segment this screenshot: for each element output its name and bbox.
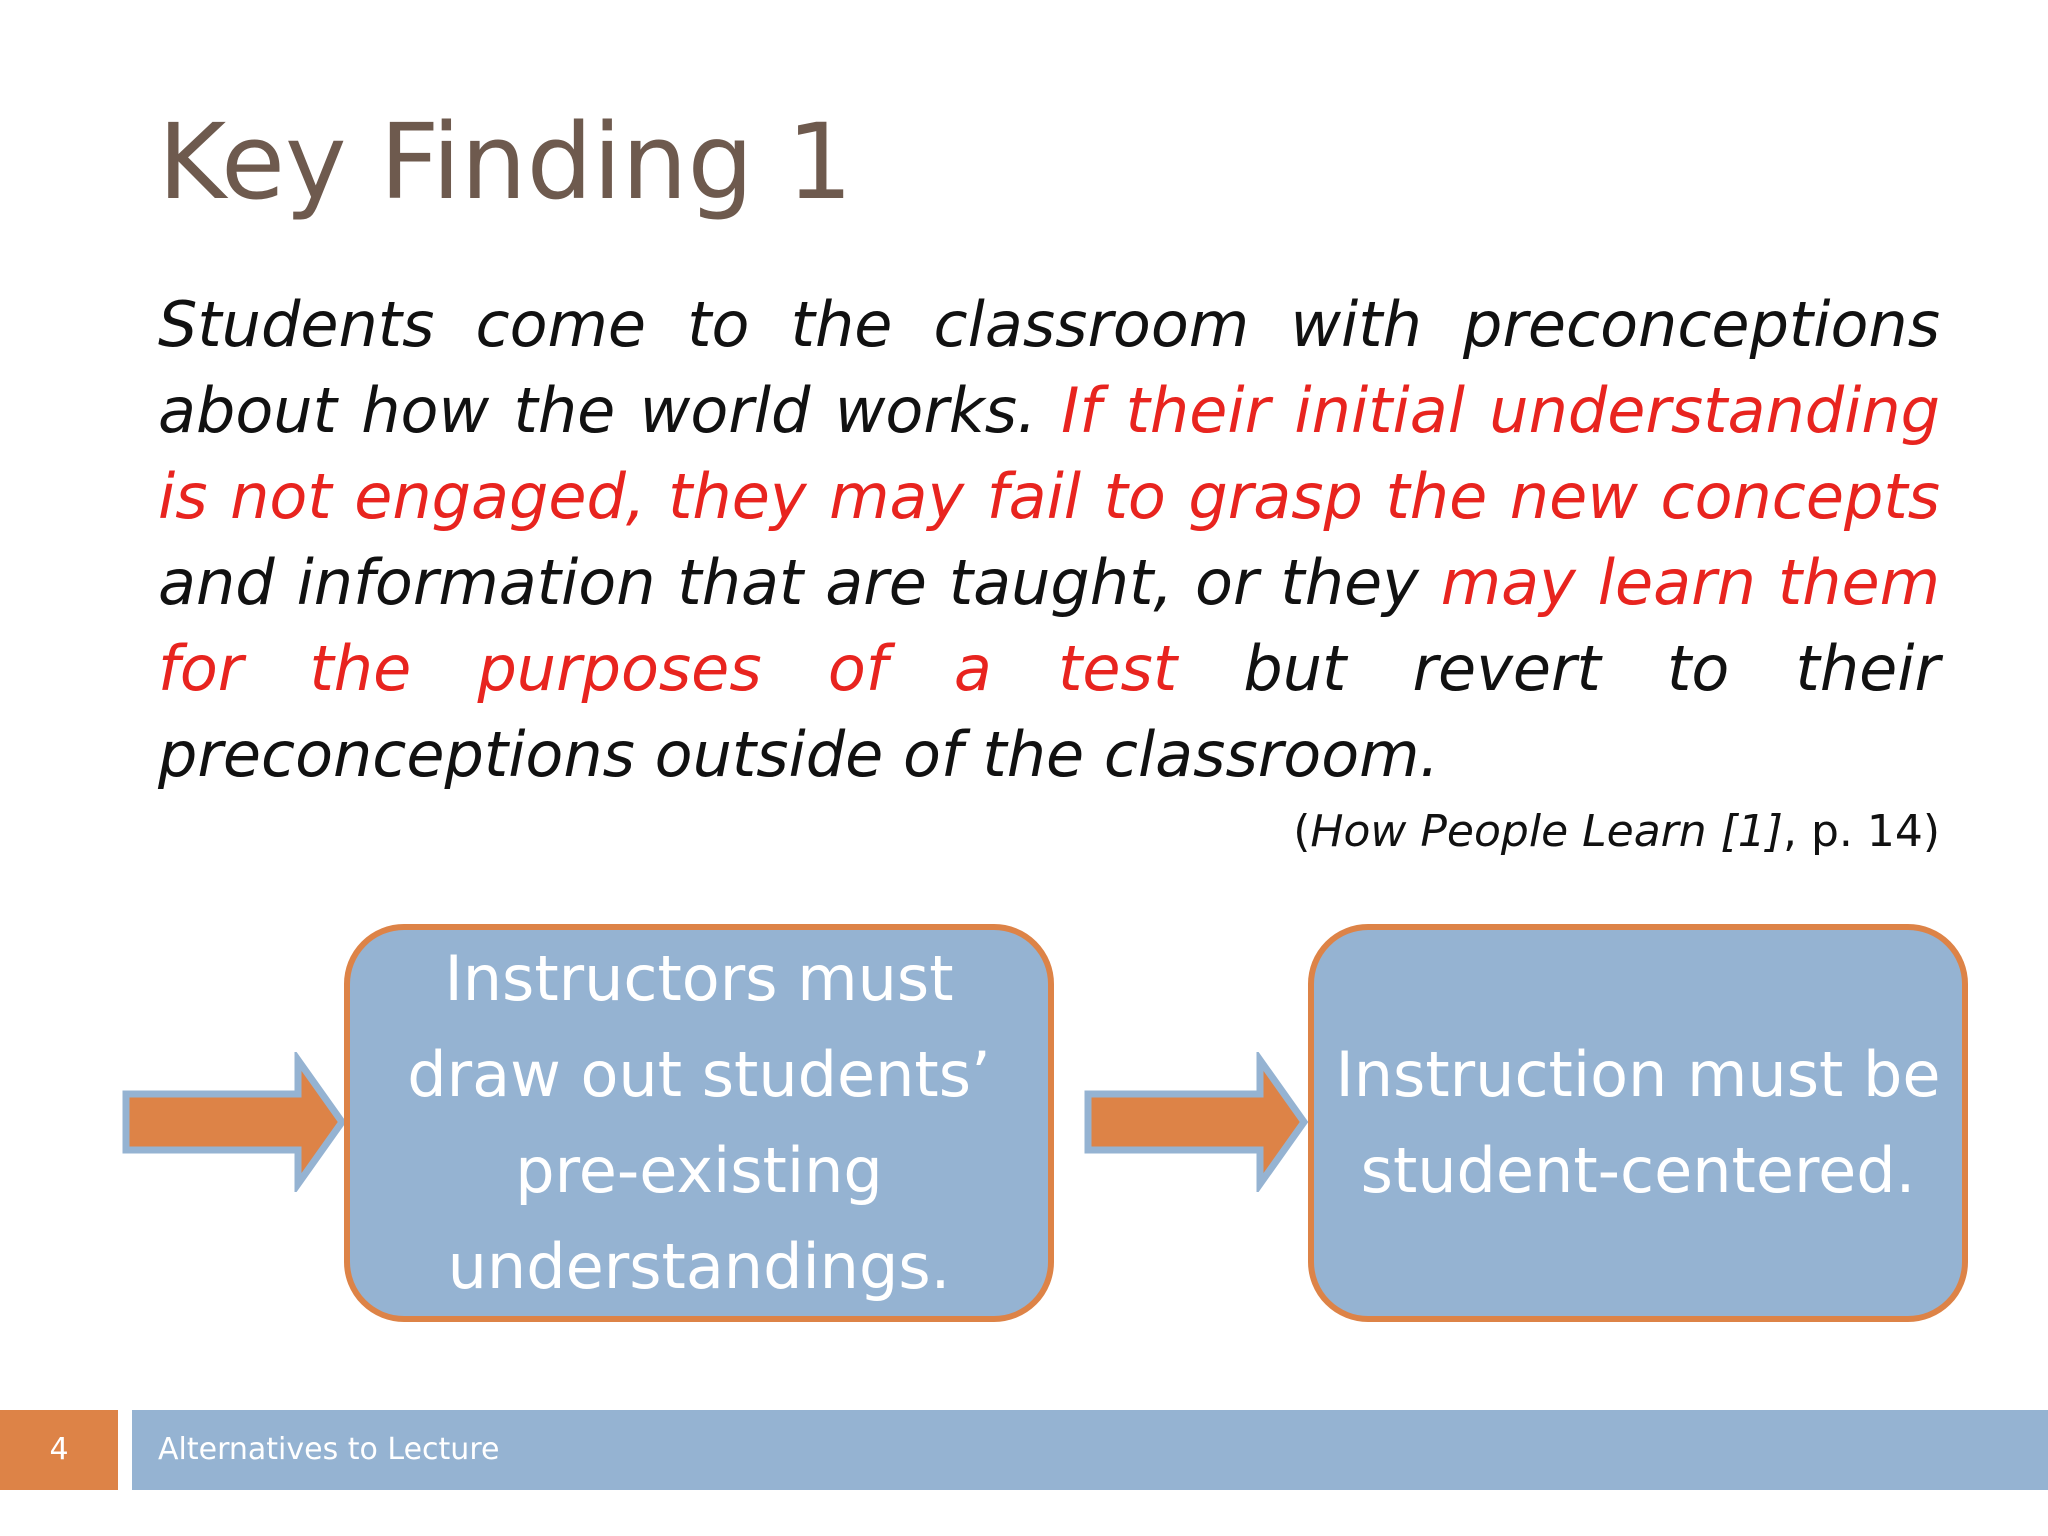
flow-box-instruction-text: Instruction must be student-centered. — [1335, 1038, 1941, 1207]
flow-box-instructors-text: Instructors must draw out students’ pre-existing understandings. — [407, 942, 991, 1303]
quote-highlight: If their initial understanding is not engaged, they may fail to grasp the new concepts — [158, 374, 1940, 533]
citation-open: ( — [1293, 806, 1311, 857]
slide-number: 4 — [0, 1410, 118, 1490]
quote-highlight: may learn them for the purposes of a test — [158, 546, 1941, 705]
quote-paragraph — [158, 282, 1940, 798]
citation-page: , p. 14) — [1782, 806, 1940, 857]
quote-text: and information that are taught, or they — [158, 546, 1441, 619]
citation — [1293, 806, 1940, 857]
quote-text: Students come to the classroom with preconceptions about how the world works. — [158, 288, 1940, 447]
citation-work: How People Learn [1] — [1310, 806, 1783, 857]
right-arrow-icon — [1082, 1052, 1312, 1192]
right-arrow-icon — [120, 1052, 350, 1192]
footer-title: Alternatives to Lecture — [132, 1410, 2048, 1490]
quote-text: but revert to their preconceptions outside of the classroom. — [158, 632, 1940, 791]
slide-title: Key Finding 1 — [158, 101, 853, 223]
flow-box-instruction — [1308, 924, 1968, 1322]
flow-box-instructors — [344, 924, 1054, 1322]
